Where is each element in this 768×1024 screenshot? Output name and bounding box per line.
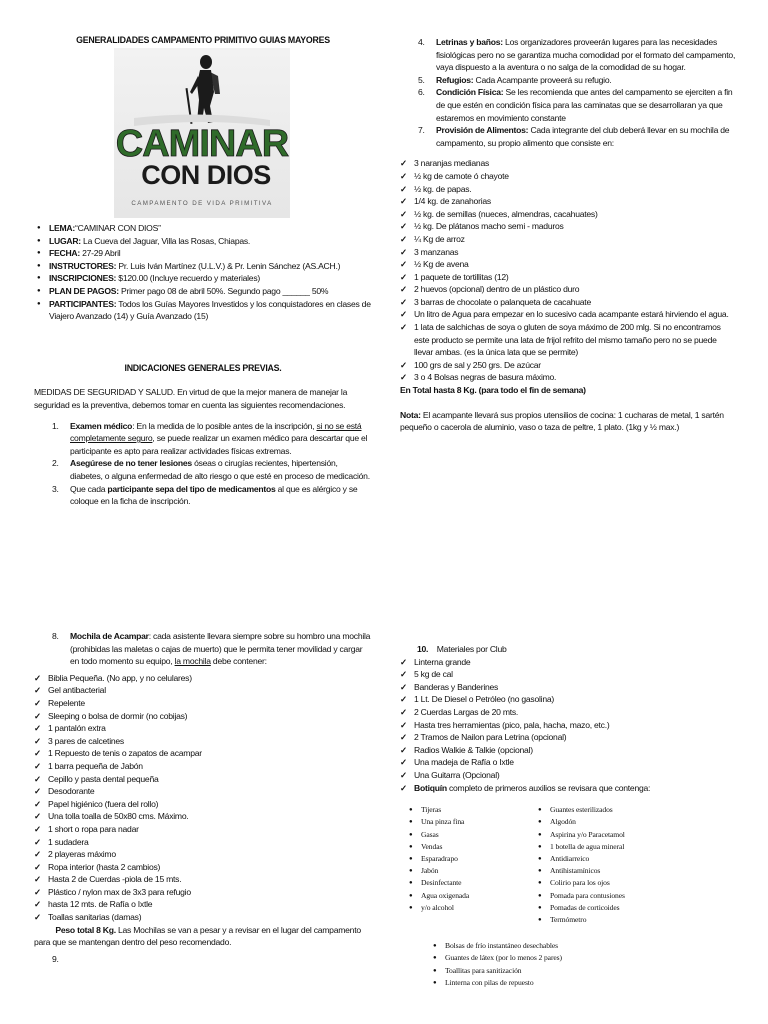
kit-extra-item: ● Guantes de látex (por lo menos 2 pares) — [430, 952, 736, 964]
indicacion-item: 2. Asegúrese de no tener lesiones óseas o cirugías recientes, hipertensión, diabetes, o alguna enfermedad de alto riesgo o que esté en proceso de medicación. — [52, 458, 370, 481]
recommendation-text: Cada integrante del club deberá llevar en su mochila de campamento, su propio alimento que consiste en: — [436, 125, 730, 148]
recommendation-item — [400, 86, 736, 124]
food-item: ✓ 1 paquete de tortillitas (12) — [400, 271, 736, 284]
recommendation-label: Provisión de Alimentos: — [436, 125, 529, 136]
info-label: LEMA: — [49, 223, 75, 233]
material-item: ✓ 2 Cuerdas Largas de 20 mts. — [400, 706, 736, 719]
recommendation-item — [400, 124, 736, 149]
left-info-column — [34, 222, 372, 508]
kit-item: ● y/o alcohol — [406, 902, 535, 914]
info-value: Pr. Luis Iván Martínez (U.L.V.) & Pr. Lenin Sánchez (AS.ACH.) — [116, 260, 341, 271]
info-value: La Cueva del Jaguar, Villa las Rosas, Chiapas. — [80, 235, 251, 246]
kit-item: ● Antidiarreico — [535, 853, 695, 865]
info-item — [34, 298, 372, 323]
mochila-list-item: ✓ 1 pantalón extra — [34, 722, 372, 735]
mochila-list-item: ✓ 1 short o ropa para nadar — [34, 823, 372, 836]
item-number: 2. — [52, 458, 59, 469]
indicacion-item: 3. Que cada participante sepa del tipo de medicamentos al que es alérgico y se coloque en la ficha de inscripción. — [52, 483, 358, 507]
material-item: ✓ Banderas y Banderines — [400, 681, 736, 694]
material-item: ✓ 1 Lt. De Diesel o Petróleo (no gasolina) — [400, 693, 736, 706]
item-number: 5. — [418, 74, 425, 85]
kit-item: ● Tijeras — [406, 804, 535, 816]
food-item: ✓ ½ Kg de avena — [400, 258, 736, 271]
mochila-list-item: ✓ Plástico / nylon max de 3x3 para refugio — [34, 886, 372, 899]
info-label: INSTRUCTORES: — [49, 260, 117, 271]
info-item — [34, 260, 372, 273]
next-item-number: 9. — [52, 953, 59, 964]
food-item: ✓ ½ kg. de papas. — [400, 183, 736, 196]
mochila-list-item: ✓ Repelente — [34, 697, 372, 710]
info-item — [34, 247, 372, 260]
food-item: ✓ ¼ Kg de arroz — [400, 233, 736, 246]
kit-item: ● Termómetro — [535, 914, 695, 926]
kit-item: ● Antihistamínicos — [535, 865, 695, 877]
item-number: 1. — [52, 420, 59, 431]
kit-item: ● 1 botella de agua mineral — [535, 841, 695, 853]
info-value: $120.00 (Incluye recuerdo y materiales) — [116, 273, 260, 284]
kit-item: ● Gasas — [406, 829, 535, 841]
food-item: ✓ 3 manzanas — [400, 246, 736, 259]
left-top-column — [34, 34, 372, 47]
info-value: Todos los Guías Mayores Investidos y los conquistadores en clases de Viajero Avanzado (14) y Guía Avanzado (15) — [49, 298, 371, 322]
recommendations-list — [400, 36, 736, 149]
food-item: ✓ Un litro de Agua para empezar en lo sucesivo cada acampante estará hirviendo el agua. — [400, 308, 736, 321]
info-item — [34, 235, 372, 248]
logo-line2: CON DIOS — [141, 160, 271, 190]
mochila-list-item: ✓ hasta 12 mts. de Rafía o Ixtle — [34, 898, 372, 911]
mochila-list-item: ✓ Sleeping o bolsa de dormir (no cobijas) — [34, 710, 372, 723]
info-value: “CAMINAR CON DIOS” — [74, 223, 161, 233]
kit-item: ● Guantes esterilizados — [535, 804, 695, 816]
item-number: 7. — [418, 125, 425, 136]
mochila-list-item: ✓ Una tolla toalla de 50x80 cms. Máximo. — [34, 810, 372, 823]
logo-tagline: CAMPAMENTO DE VIDA PRIMITIVA — [131, 200, 273, 207]
food-item: ✓ 3 naranjas medianas — [400, 157, 736, 170]
recommendation-label: Refugios: — [436, 74, 474, 85]
info-item — [34, 285, 372, 298]
mochila-list — [34, 672, 372, 924]
kit-item: ● Agua oxigenada — [406, 890, 535, 902]
kit-item: ● Jabón — [406, 865, 535, 877]
kit-item: ● Colirio para los ojos — [535, 877, 695, 889]
info-item — [34, 272, 372, 285]
kit-extras-list — [400, 940, 736, 989]
indicacion-label: Asegúrese de no tener lesiones — [70, 458, 192, 469]
kit-item: ● Vendas — [406, 841, 535, 853]
kit-item: ● Pomadas de corticoides — [535, 902, 695, 914]
mochila-list-item: ✓ 1 Repuesto de tenis o zapatos de acampar — [34, 747, 372, 760]
material-item: ✓ 5 kg de cal — [400, 668, 736, 681]
mochila-list-item: ✓ Cepillo y pasta dental pequeña — [34, 773, 372, 786]
food-item: ✓ ½ kg de camote ó chayote — [400, 170, 736, 183]
kit-item: ● Esparadrapo — [406, 853, 535, 865]
kit-extra-item: ● Toallitas para sanitización — [430, 965, 736, 977]
kit-extra-item: ● Bolsas de frío instantáneo desechables — [430, 940, 736, 952]
indicacion-item: 1. Examen médico: En la medida de lo posible antes de la inscripción, si no se está completamente seguro, se puede realizar un examen médico para descartar que el participante es apto para realizar actividades físicas extremas. — [52, 420, 368, 456]
right-bottom-column — [400, 643, 736, 989]
kit-item: ● Desinfectante — [406, 877, 535, 889]
mochila-item: 8. Mochila de Acampar: cada asistente llevara siempre sobre su hombro una mochila (prohibidas las maletas o cajas de muerto) que le permita tener movilidad y cargar en todo momento su equipo, la mochila debe contener: — [52, 631, 371, 667]
recommendation-label: Letrinas y baños: — [436, 37, 503, 47]
recommendation-item — [400, 36, 736, 74]
first-aid-kit — [400, 804, 736, 926]
kit-item: ● Algodón — [535, 816, 695, 828]
mochila-list-item: ✓ 1 barra pequeña de Jabón — [34, 760, 372, 773]
mochila-list-item: ✓ Biblia Pequeña. (No app, y no celulares) — [34, 672, 372, 685]
item-number: 4. — [418, 37, 425, 47]
item-number: 6. — [418, 87, 425, 98]
item-number: 3. — [52, 483, 59, 494]
kit-list-left — [400, 804, 535, 926]
logo-line1: CAMINAR — [115, 123, 289, 165]
left-bottom-column — [34, 630, 372, 965]
material-item: ✓ 2 Tramos de Nailon para Letrina (opcional) — [400, 731, 736, 744]
material-item: ✓ Una Guitarra (Opcional) — [400, 769, 736, 782]
mochila-list-item: ✓ Gel antibacterial — [34, 684, 372, 697]
recommendation-label: Condición Física: — [436, 87, 504, 98]
note-text: El acampante llevará sus propios utensilios de cocina: 1 cucharas de metal, 1 sartén pequeño o cacerola de aluminio, vaso o taza de peltre, 1 plato. (1kg y ½ max.) — [400, 409, 724, 433]
indicacion-label: participante sepa del tipo de medicamentos — [107, 483, 276, 494]
mochila-list-item: ✓ 2 playeras máximo — [34, 848, 372, 861]
food-item: ✓ 3 o 4 Bolsas negras de basura máximo. — [400, 371, 736, 384]
kit-item: ● Una pinza fina — [406, 816, 535, 828]
food-item: ✓ 3 barras de chocolate o palanqueta de cacahuate — [400, 296, 736, 309]
mochila-list-item: ✓ Ropa interior (hasta 2 cambios) — [34, 861, 372, 874]
mochila-label: Mochila de Acampar — [70, 631, 149, 641]
camp-logo — [114, 48, 290, 218]
food-item: ✓ 1/4 kg. de zanahorias — [400, 195, 736, 208]
food-list — [400, 157, 736, 384]
info-label: PLAN DE PAGOS: — [49, 285, 119, 296]
botiquin: ✓ Botiquín completo de primeros auxilios se revisara que contenga: — [400, 782, 651, 793]
indicaciones-list — [34, 420, 372, 508]
food-item: ✓ 100 grs de sal y 250 grs. De azúcar — [400, 359, 736, 372]
info-label: FECHA: — [49, 248, 80, 259]
recommendation-text: Los organizadores proveerán lugares para las necesidades fisiológicas pero no se garantiza mucha comodidad por el formato del campamento, vaya dispuesto a la aventura o no salga de la comodidad de su hogar. — [436, 37, 736, 73]
note-label: Nota: — [400, 409, 421, 420]
food-item: ✓ ½ kg. de semillas (nueces, almendras, cacahuates) — [400, 208, 736, 221]
food-item: ✓ 1 lata de salchichas de soya o gluten de soya máximo de 200 mlg. Si no encontramos este producto se permite una lata de frijol refrito del mismo tamaño pero no se puede llevar ambas. (es la única lata que se permite) — [400, 321, 736, 359]
mochila-list-item: ✓ 3 pares de calcetines — [34, 735, 372, 748]
kit-item: ● Aspirina y/o Paracetamol — [535, 829, 695, 841]
material-item: ✓ Hasta tres herramientas (pico, pala, hacha, mazo, etc.) — [400, 719, 736, 732]
info-list — [34, 222, 372, 323]
info-value: 27-29 Abril — [79, 248, 121, 259]
indicacion-label: Examen médico — [70, 420, 133, 431]
materiales-list — [400, 656, 736, 782]
right-top-column — [400, 36, 736, 434]
note — [400, 409, 736, 434]
material-item: ✓ Una madeja de Rafía o Ixtle — [400, 756, 736, 769]
total-weight: En Total hasta 8 Kg. (para todo el fin de semana) — [400, 385, 586, 396]
document-title: GENERALIDADES CAMPAMENTO PRIMITIVO GUIAS MAYORES — [76, 35, 330, 45]
mochila-list-item: ✓ Papel higiénico (fuera del rollo) — [34, 798, 372, 811]
food-item: ✓ ½ kg. De plátanos macho semi - maduros — [400, 220, 736, 233]
recommendation-text: Cada Acampante proveerá su refugio. — [473, 74, 612, 85]
indicaciones-title: INDICACIONES GENERALES PREVIAS. — [124, 362, 282, 373]
mochila-list-item: ✓ Hasta 2 de Cuerdas -piola de 15 mts. — [34, 873, 372, 886]
material-item: ✓ Radios Walkie & Talkie (opcional) — [400, 744, 736, 757]
indicaciones-intro: MEDIDAS DE SEGURIDAD Y SALUD. En virtud de que la mejor manera de manejar la seguridad es la preventiva, debemos tomar en cuenta las siguientes recomendaciones. — [34, 387, 348, 410]
mochila-list-item: ✓ 1 sudadera — [34, 836, 372, 849]
kit-list-right — [535, 804, 695, 926]
info-label: INSCRIPCIONES: — [49, 273, 117, 284]
info-label: PARTICIPANTES: — [49, 298, 117, 309]
info-item — [34, 222, 372, 235]
materiales-heading: 10. Materiales por Club — [417, 644, 507, 654]
mochila-list-item: ✓ Desodorante — [34, 785, 372, 798]
info-label: LUGAR: — [49, 235, 81, 246]
logo-graphic — [114, 48, 290, 218]
recommendation-text: Se les recomienda que antes del campamento se ejerciten a fin de que estén en condición física para las caminatas que se desarrollaran ya que estaremos en movimiento constante — [436, 87, 733, 123]
peso-total: Peso total 8 Kg. Las Mochilas se van a pesar y a revisar en el lugar del campamento para que se mantengan dentro del peso recomendado. — [34, 924, 361, 948]
info-value: Primer pago 08 de abril 50%. Segundo pago ______ 50% — [118, 285, 329, 296]
recommendation-item — [400, 74, 736, 87]
food-item: ✓ 2 huevos (opcional) dentro de un plástico duro — [400, 283, 736, 296]
mochila-list-item: ✓ Toallas sanitarias (damas) — [34, 911, 372, 924]
material-item: ✓ Linterna grande — [400, 656, 736, 669]
kit-extra-item: ● Linterna con pilas de repuesto — [430, 977, 736, 989]
mochila-section — [34, 630, 372, 668]
kit-item: ● Pomada para contusiones — [535, 890, 695, 902]
hiker-icon — [186, 55, 220, 124]
